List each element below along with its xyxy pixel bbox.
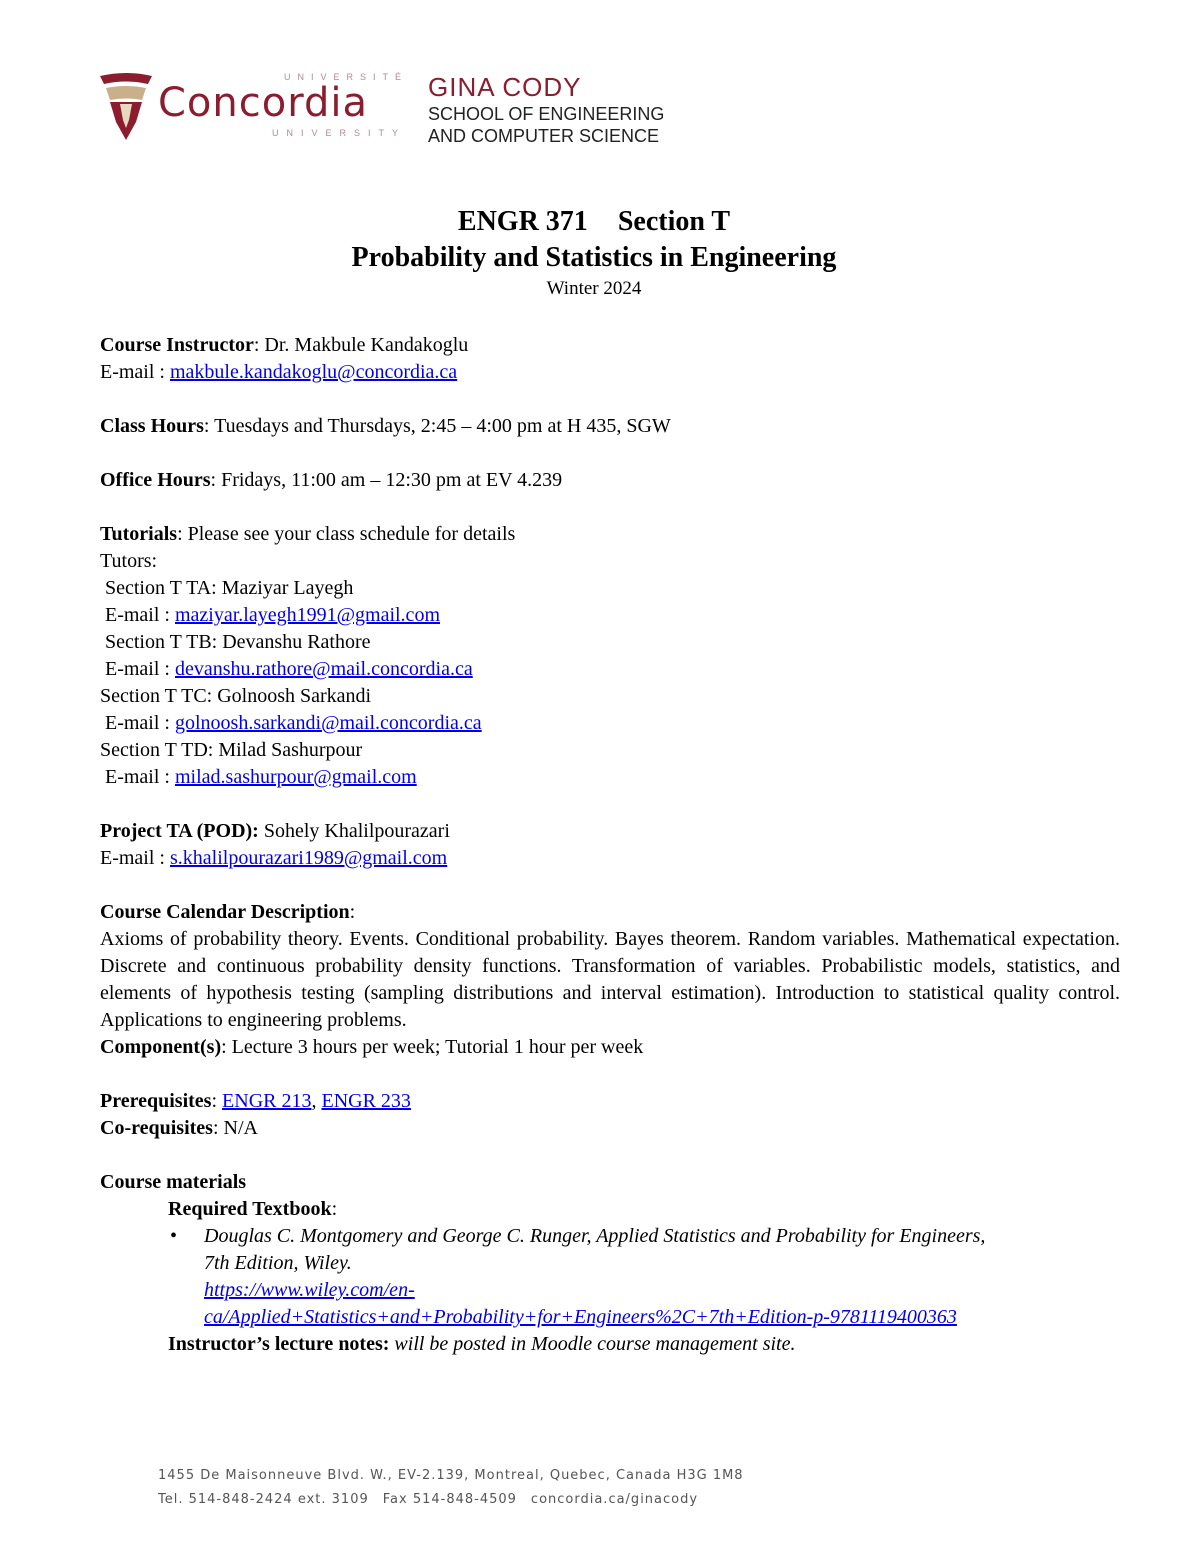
corequisites-line [100, 1115, 1120, 1142]
office-hours-value: : Fridays, 11:00 am – 12:30 pm at EV 4.239 [210, 469, 563, 491]
lecture-notes-label: Instructor’s lecture notes: [168, 1333, 390, 1355]
textbook-url-link-cont[interactable]: ca/Applied+Statistics+and+Probability+for+Engineers%2C+7th+Edition-p-9781119400363 [204, 1306, 957, 1328]
tutor-section: Section T TC: Golnoosh Sarkandi [100, 685, 372, 707]
tutors-label: Tutors: [100, 550, 158, 572]
corequisites-value: : N/A [212, 1117, 258, 1139]
syllabus-body [100, 332, 1120, 1358]
instructor-line [100, 332, 1120, 359]
textbook-bullet-item [100, 1223, 1120, 1250]
email-label: E-mail : [105, 766, 175, 788]
tutor-section: Section T TD: Milad Sashurpour [100, 739, 363, 761]
prerequisites-separator: , [311, 1090, 322, 1112]
prerequisite-link-engr233[interactable]: ENGR 233 [321, 1090, 411, 1112]
calendar-description: Axioms of probability theory. Events. Conditional probability. Bayes theorem. Random variables. Mathematical expectation. Discrete and continuous probability density functions. Transformation of variables. Probabilistic models, statistics, and elements of hypothesis testing (sampling distributions and interval estimation). Introduction to statistical quality control. Applications to engineering problems. [100, 928, 1120, 1031]
tutor-email-link[interactable]: milad.sashurpour@gmail.com [174, 766, 417, 788]
email-label: E-mail : [105, 658, 175, 680]
lecture-notes-value: will be posted in Moodle course management site. [389, 1333, 796, 1355]
tutor-email-line [100, 602, 1120, 629]
course-section: Section T [617, 206, 731, 237]
calendar-label: Course Calendar Description [100, 901, 350, 923]
prerequisites-line [100, 1088, 1120, 1115]
email-label: E-mail : [100, 847, 170, 869]
office-hours-label: Office Hours [100, 469, 211, 491]
tutorials-label: Tutorials [100, 523, 178, 545]
textbook-url-line1 [100, 1277, 1120, 1304]
calendar-colon: : [349, 901, 356, 923]
project-ta-email-link[interactable]: s.khalilpourazari1989@gmail.com [169, 847, 448, 869]
class-hours-value: : Tuesdays and Thursdays, 2:45 – 4:00 pm at H 435, SGW [203, 415, 671, 437]
project-ta-name: Sohely Khalilpourazari [258, 820, 450, 842]
school-name: GINA CODY [428, 72, 582, 102]
textbook-url-link[interactable]: https://www.wiley.com/en- [204, 1279, 415, 1301]
school-line2: AND COMPUTER SCIENCE [428, 126, 660, 146]
textbook-heading [100, 1196, 1120, 1223]
logo-universite-text: UNIVERSITÉ [284, 72, 409, 82]
footer [158, 1464, 744, 1512]
footer-address: 1455 De Maisonneuve Blvd. W., EV-2.139, Montreal, Quebec, Canada H3G 1M8 [158, 1468, 744, 1483]
tutorials-line [100, 521, 1120, 548]
bullet-icon: • [170, 1225, 178, 1247]
tutor-email-line [100, 710, 1120, 737]
letterhead [96, 66, 716, 156]
components-line [100, 1034, 1120, 1061]
project-ta-line [100, 818, 1120, 845]
textbook-citation-line1: Douglas C. Montgomery and George C. Runger, Applied Statistics and Probability for Engineers, [204, 1225, 986, 1247]
logo-concordia-text: Concordia [158, 80, 368, 126]
footer-fax: Fax 514-848-4509 [382, 1492, 517, 1507]
instructor-label: Course Instructor [100, 334, 254, 356]
textbook-colon: : [331, 1198, 338, 1220]
footer-contact [158, 1488, 744, 1512]
school-line1: SCHOOL OF ENGINEERING [428, 104, 665, 124]
concordia-crest-logo [96, 70, 156, 142]
project-ta-label: Project TA (POD): [100, 820, 259, 842]
tutor-email-link[interactable]: devanshu.rathore@mail.concordia.ca [174, 658, 473, 680]
course-title-block [0, 204, 1200, 302]
components-value: : Lecture 3 hours per week; Tutorial 1 hour per week [221, 1036, 644, 1058]
materials-heading [100, 1169, 1120, 1196]
components-label: Component(s) [100, 1036, 222, 1058]
email-label: E-mail : [105, 604, 175, 626]
lecture-notes-line [100, 1331, 1120, 1358]
instructor-email-link[interactable]: makbule.kandakoglu@concordia.ca [169, 361, 458, 383]
textbook-url-line2 [100, 1304, 1120, 1331]
course-code-line [0, 204, 1200, 240]
class-hours-label: Class Hours [100, 415, 204, 437]
email-label: E-mail : [105, 712, 175, 734]
tutor-section: Section T TA: Maziyar Layegh [105, 577, 354, 599]
materials-heading-text: Course materials [100, 1171, 247, 1193]
course-code: ENGR 371 [457, 206, 588, 237]
calendar-heading [100, 899, 1120, 926]
tutor-section: Section T TB: Devanshu Rathore [105, 631, 371, 653]
class-hours-line [100, 413, 1120, 440]
prerequisites-colon: : [211, 1090, 223, 1112]
footer-tel: Tel. 514-848-2424 ext. 3109 [158, 1492, 369, 1507]
tutor-email-line [100, 764, 1120, 791]
prerequisite-link-engr213[interactable]: ENGR 213 [222, 1090, 312, 1112]
tutor-email-link[interactable]: maziyar.layegh1991@gmail.com [174, 604, 440, 626]
textbook-citation-line2: 7th Edition, Wiley. [204, 1252, 352, 1274]
corequisites-label: Co-requisites [100, 1117, 213, 1139]
email-label: E-mail : [100, 361, 170, 383]
logo-university-text: UNIVERSITY [272, 128, 407, 138]
instructor-email-line [100, 359, 1120, 386]
tutor-email-line [100, 656, 1120, 683]
tutorials-value: : Please see your class schedule for details [177, 523, 516, 545]
textbook-label: Required Textbook [168, 1198, 332, 1220]
course-name: Probability and Statistics in Engineering [351, 242, 837, 273]
course-term: Winter 2024 [546, 278, 642, 299]
prerequisites-label: Prerequisites [100, 1090, 212, 1112]
office-hours-line [100, 467, 1120, 494]
instructor-name: : Dr. Makbule Kandakoglu [253, 334, 469, 356]
footer-web[interactable]: concordia.ca/ginacody [530, 1492, 699, 1507]
tutor-email-link[interactable]: golnoosh.sarkandi@mail.concordia.ca [174, 712, 482, 734]
project-ta-email-line [100, 845, 1120, 872]
